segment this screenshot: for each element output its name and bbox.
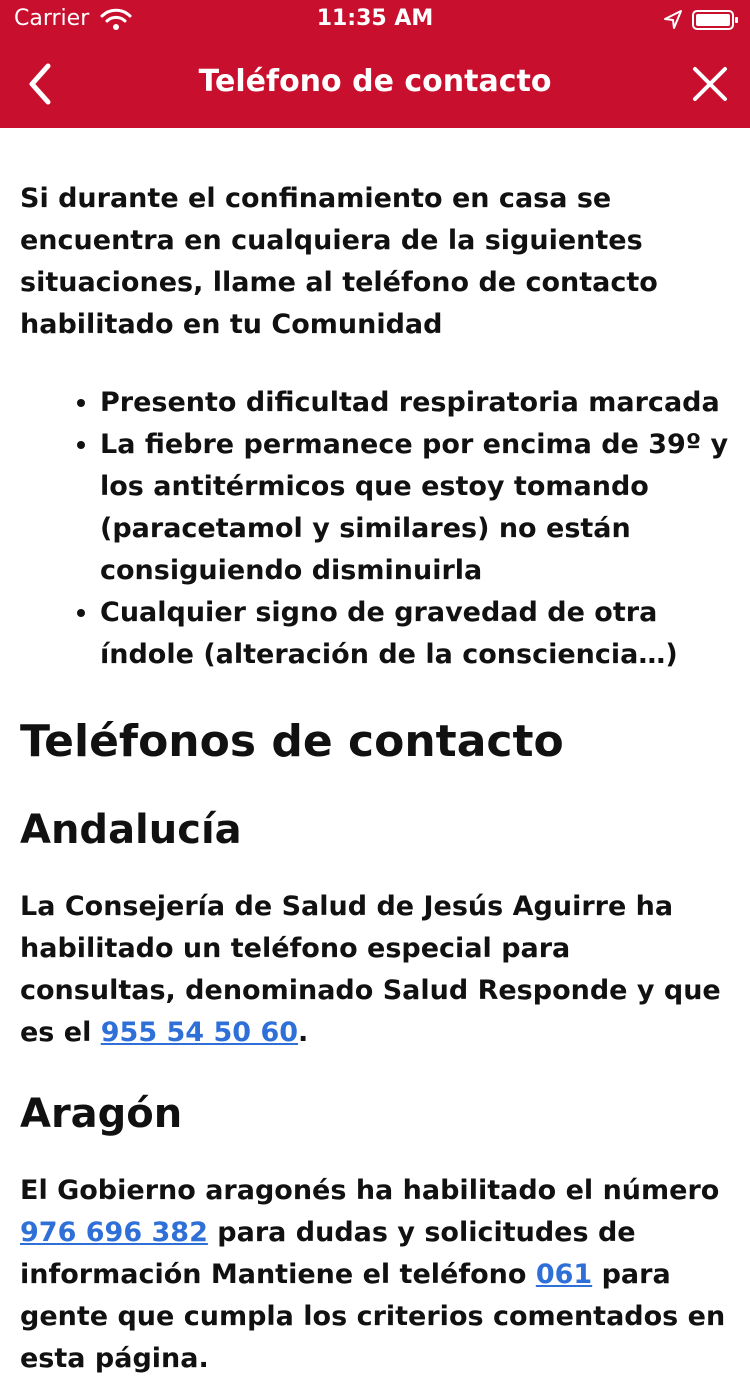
region-text-segment: para dudas y solicitudes de información Mantiene el teléfono — [20, 1217, 636, 1290]
region-heading-aragon: Aragón — [20, 1091, 183, 1137]
battery-icon — [692, 9, 740, 31]
carrier-label: Carrier — [14, 6, 90, 31]
region-text-segment: . — [298, 1017, 309, 1048]
list-item: • Cualquier signo de gravedad de otra índole (alteración de la consciencia…) — [100, 592, 730, 676]
intro-paragraph: Si durante el confinamiento en casa se encuentra en cualquiera de la siguientes situaciones, llame al teléfono de contacto habilitado en tu Comunidad — [20, 183, 658, 340]
symptom-list — [20, 382, 730, 676]
list-item: • Presento dificultad respiratoria marcada — [100, 382, 730, 424]
content-body — [20, 178, 730, 1380]
status-time: 11:35 AM — [316, 6, 434, 31]
status-bar — [0, 0, 750, 40]
phone-link[interactable]: 976 696 382 — [20, 1217, 208, 1248]
chevron-left-icon[interactable] — [18, 60, 66, 108]
phone-link[interactable]: 955 54 50 60 — [100, 1017, 299, 1048]
region-text-segment: El Gobierno aragonés ha habilitado el número — [20, 1175, 720, 1206]
page-title: Teléfono de contacto — [198, 64, 552, 99]
app-header — [0, 0, 750, 128]
close-icon[interactable] — [686, 60, 734, 108]
region-heading-andalucia: Andalucía — [20, 807, 242, 853]
region-text-aragon — [20, 1170, 730, 1380]
region-text-segment: La Consejería de Salud de Jesús Aguirre ha habilitado un teléfono especial para consultas, denominado Salud Responde y que es el — [20, 891, 721, 1048]
list-item: • La fiebre permanece por encima de 39º y los antitérmicos que estoy tomando (paracetamol y similares) no están consiguiendo disminuirla — [100, 424, 730, 592]
location-arrow-icon — [662, 9, 684, 31]
region-text-andalucia — [20, 886, 730, 1054]
nav-bar — [0, 40, 750, 128]
section-title: Teléfonos de contacto — [20, 716, 564, 767]
region-text-segment: para gente que cumpla los criterios comentados en esta página. — [20, 1259, 726, 1374]
phone-link[interactable]: 061 — [535, 1259, 593, 1290]
